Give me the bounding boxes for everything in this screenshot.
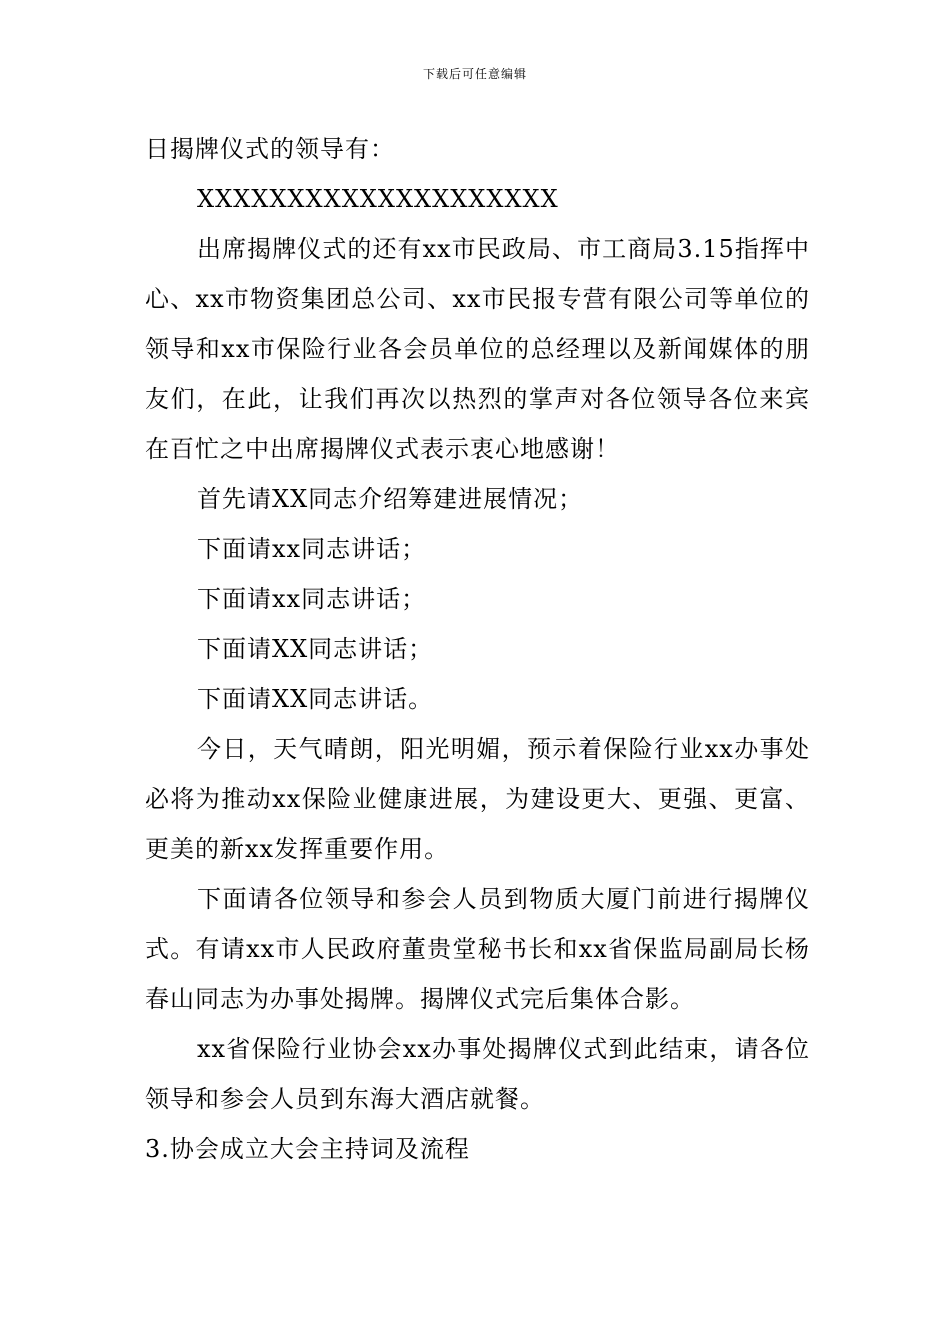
document-body xyxy=(145,124,810,1174)
paragraph-speaker-3: 下面请xx同志讲话； xyxy=(197,585,427,613)
header-note: 下载后可任意编辑 xyxy=(422,67,527,81)
paragraph-attendees: 出席揭牌仪式的还有xx市民政局、市工商局3.15指挥中心、xx市物资集团总公司、xx市民报专营有限公司等单位的领导和xx市保险行业各会员单位的总经理以及新闻媒体的朋友们，在此，让我们再次以热烈的掌声对各位领导各位来宾在百忙之中出席揭牌仪式表示衷心地感谢！ xyxy=(145,235,810,463)
paragraph-first-speaker: 首先请XX同志介绍筹建进展情况； xyxy=(197,485,584,513)
paragraph-speaker-5: 下面请XX同志讲话。 xyxy=(197,685,434,713)
paragraph-weather: 今日，天气晴朗，阳光明媚，预示着保险行业xx办事处必将为推动xx保险业健康进展，为建设更大、更强、更富、更美的新xx发挥重要作用。 xyxy=(145,735,810,863)
paragraph-placeholder-names: XXXXXXXXXXXXXXXXXXXX xyxy=(197,185,559,213)
paragraph-unveiling: 下面请各位领导和参会人员到物质大厦门前进行揭牌仪式。有请xx市人民政府董贵堂秘书长和xx省保监局副局长杨春山同志为办事处揭牌。揭牌仪式完后集体合影。 xyxy=(145,885,810,1013)
paragraph-speaker-2: 下面请xx同志讲话； xyxy=(197,535,427,563)
paragraph-speaker-4: 下面请XX同志讲话； xyxy=(197,635,434,663)
section-heading: 3.协会成立大会主持词及流程 xyxy=(145,1135,470,1163)
paragraph-closing: xx省保险行业协会xx办事处揭牌仪式到此结束，请各位领导和参会人员到东海大酒店就餐。 xyxy=(145,1035,810,1113)
paragraph-leaders-intro: 日揭牌仪式的领导有： xyxy=(145,135,395,163)
